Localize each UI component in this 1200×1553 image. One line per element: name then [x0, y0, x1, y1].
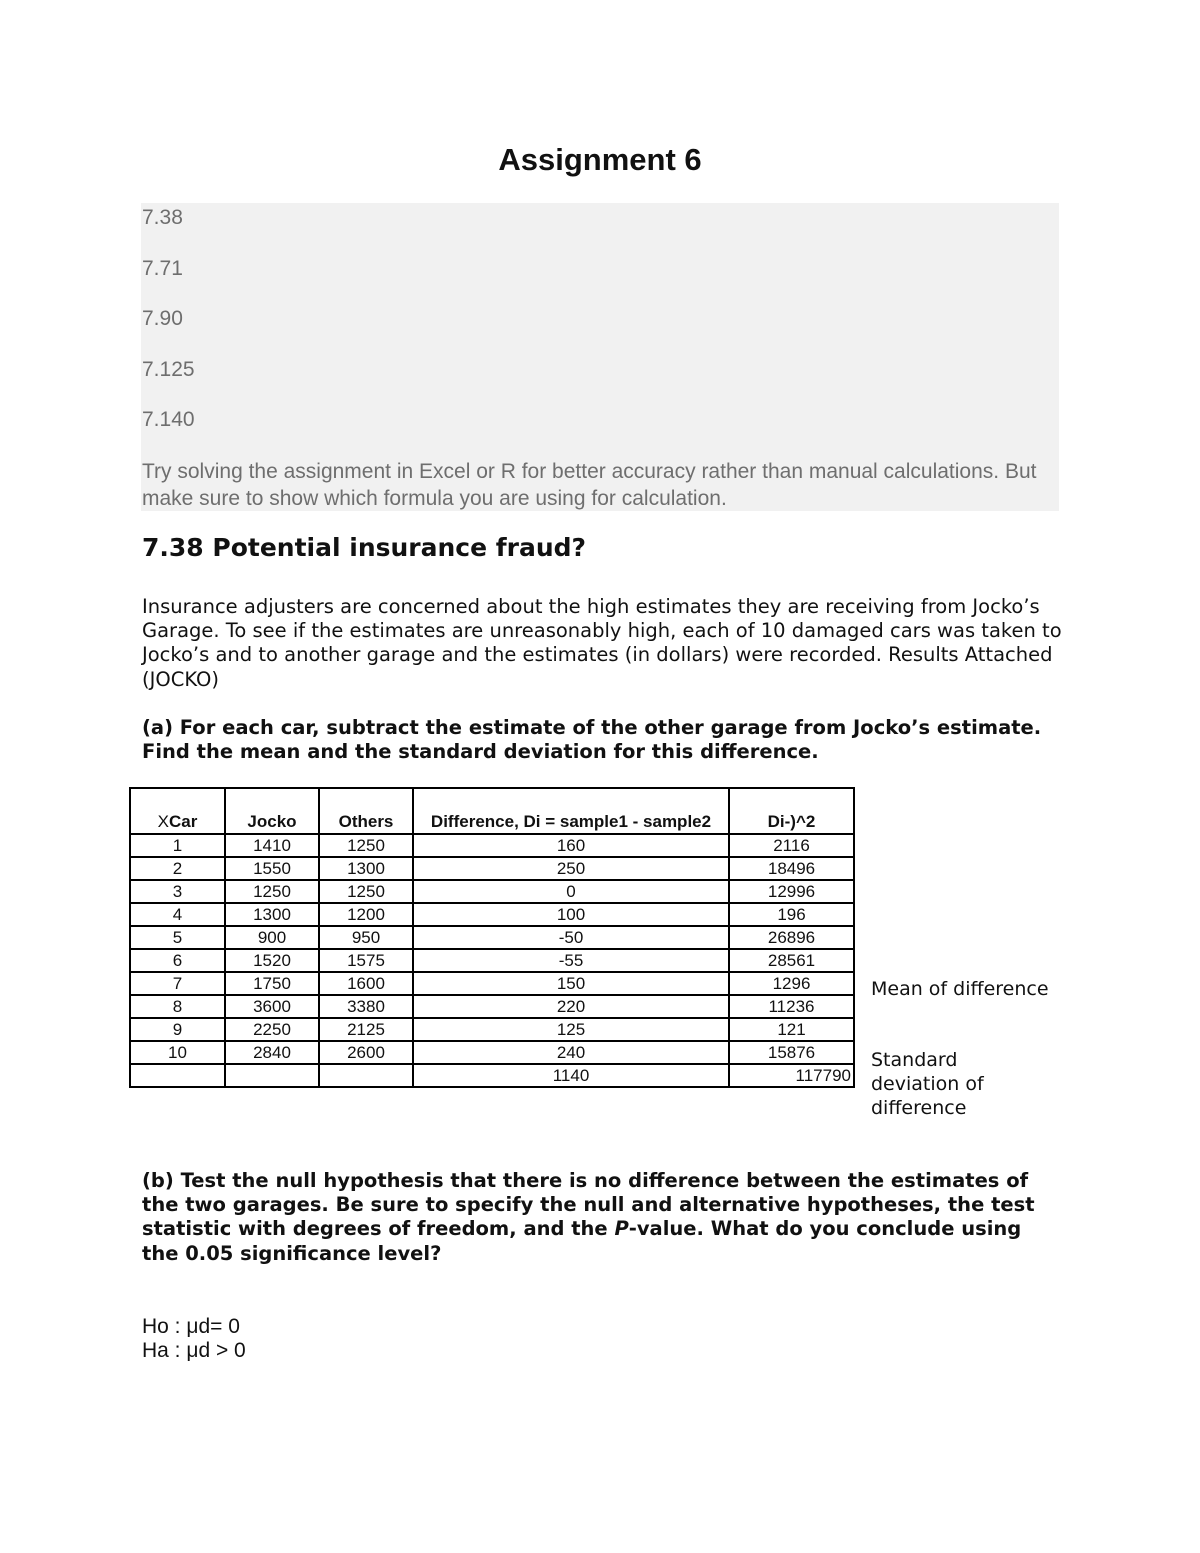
problem-number: 7.90 [142, 307, 183, 330]
table-cell: 196 [729, 903, 854, 926]
table-cell: 1 [130, 834, 225, 857]
table-cell: 8 [130, 995, 225, 1018]
col-header-difference: Difference, Di = sample1 - sample2 [413, 788, 729, 834]
table-cell: 950 [319, 926, 413, 949]
table-cell: 5 [130, 926, 225, 949]
table-cell: 26896 [729, 926, 854, 949]
part-b-question: (b) Test the null hypothesis that there is no difference between the estimates of the two garages. Be sure to specify the null and alternative hypotheses, the test statistic with degrees of freedom, and the P-value. What do you conclude using the 0.05 significance level? [142, 1169, 1035, 1265]
table-header-row [130, 788, 854, 834]
table-cell: 15876 [729, 1041, 854, 1064]
table-row [130, 1018, 854, 1041]
table-cell: 2 [130, 857, 225, 880]
col-header-car: XCar [130, 788, 225, 834]
table-row [130, 926, 854, 949]
table-cell: 12996 [729, 880, 854, 903]
table-cell: 250 [413, 857, 729, 880]
table-row [130, 903, 854, 926]
table-cell: 1250 [319, 880, 413, 903]
table-cell: 1300 [319, 857, 413, 880]
table-cell: 900 [225, 926, 319, 949]
table-cell: 125 [413, 1018, 729, 1041]
table-cell: 150 [413, 972, 729, 995]
table-row [130, 1041, 854, 1064]
table-cell: 240 [413, 1041, 729, 1064]
table-row [130, 880, 854, 903]
table-cell: 7 [130, 972, 225, 995]
problem-number: 7.125 [142, 358, 195, 381]
difference-table [129, 787, 855, 1088]
null-hypothesis: Ho : μd= 0 [142, 1315, 240, 1338]
problem-number: 7.71 [142, 257, 183, 280]
table-cell: 1296 [729, 972, 854, 995]
table-row [130, 857, 854, 880]
table-cell [319, 1064, 413, 1087]
table-cell: 3380 [319, 995, 413, 1018]
table-cell: 100 [413, 903, 729, 926]
table-cell: 1575 [319, 949, 413, 972]
table-cell: 9 [130, 1018, 225, 1041]
table-cell: 4 [130, 903, 225, 926]
table-cell: 2600 [319, 1041, 413, 1064]
table-cell: 1520 [225, 949, 319, 972]
table-cell: -50 [413, 926, 729, 949]
table-cell: 117790 [729, 1064, 854, 1087]
table-cell: 1750 [225, 972, 319, 995]
table-cell: 3600 [225, 995, 319, 1018]
table-cell [130, 1064, 225, 1087]
table-cell: 1250 [225, 880, 319, 903]
part-a-question: (a) For each car, subtract the estimate of the other garage from Jocko’s estimate. Find the mean and the standard deviation for this difference. [142, 716, 1042, 764]
table-cell: 1140 [413, 1064, 729, 1087]
table-row [130, 995, 854, 1018]
alternative-hypothesis: Ha : μd > 0 [142, 1339, 246, 1362]
table-cell: 0 [413, 880, 729, 903]
table-cell [225, 1064, 319, 1087]
table-cell: 220 [413, 995, 729, 1018]
col-header-jocko: Jocko [225, 788, 319, 834]
table-cell: 1200 [319, 903, 413, 926]
table-cell: 1600 [319, 972, 413, 995]
table-row [130, 834, 854, 857]
table-cell: 160 [413, 834, 729, 857]
page-title: Assignment 6 [498, 142, 702, 177]
table-row [130, 972, 854, 995]
table-cell: 1410 [225, 834, 319, 857]
table-row [130, 949, 854, 972]
table-cell: 121 [729, 1018, 854, 1041]
table-cell: 2840 [225, 1041, 319, 1064]
col-header-others: Others [319, 788, 413, 834]
table-cell: 2116 [729, 834, 854, 857]
problem-number: 7.140 [142, 408, 195, 431]
sd-label: Standard deviation of difference [871, 1049, 984, 1119]
mean-label: Mean of difference [871, 978, 1049, 1000]
problem-number: 7.38 [142, 206, 183, 229]
problem-intro: Insurance adjusters are concerned about the high estimates they are receiving from Jocko’s Garage. To see if the estimates are unreasonably high, each of 10 damaged cars was taken to Jocko’s and to another garage and the estimates (in dollars) were recorded. Results Attached (JOCKO) [142, 595, 1062, 691]
instruction-note: Try solving the assignment in Excel or R for better accuracy rather than manual calculations. But make sure to show which formula you are using for calculation. [142, 460, 1037, 510]
table-cell: -55 [413, 949, 729, 972]
table-cell: 1300 [225, 903, 319, 926]
table-cell: 2250 [225, 1018, 319, 1041]
table-cell: 1250 [319, 834, 413, 857]
col-header-squared: Di-)^2 [729, 788, 854, 834]
table-total-row [130, 1064, 854, 1087]
table-cell: 28561 [729, 949, 854, 972]
table-cell: 1550 [225, 857, 319, 880]
table-cell: 11236 [729, 995, 854, 1018]
table-cell: 2125 [319, 1018, 413, 1041]
table-cell: 18496 [729, 857, 854, 880]
table-cell: 6 [130, 949, 225, 972]
section-heading: 7.38 Potential insurance fraud? [142, 533, 587, 562]
table-cell: 10 [130, 1041, 225, 1064]
table-cell: 3 [130, 880, 225, 903]
